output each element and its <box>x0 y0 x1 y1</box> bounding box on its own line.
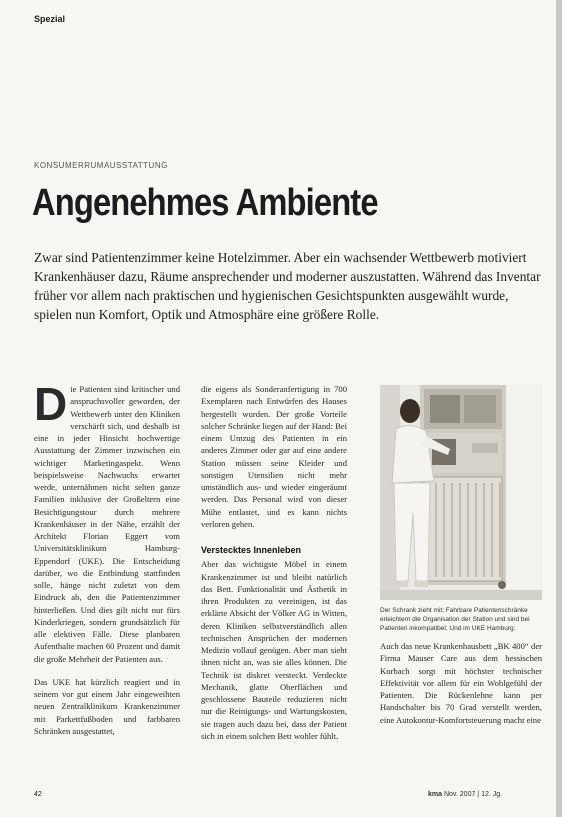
paragraph: Auch das neue Krankenhausbett „BK 400“ der Firma Mauser Care aus dem hessischen Korbach sorgt mit höchster technischer Effektivität vor allem für ein Wohlgefühl der Patienten. Die Rückenlehne kann per Handschalter bis 70 Grad verstellt werden, eine Autokontur-Komfortsteuerung macht eine <box>380 641 542 725</box>
article-lead: Zwar sind Patientenzimmer keine Hotelzimmer. Aber ein wachsender Wettbewerb motiviert Krankenhäuser dazu, Räume ansprechender und moderner auszustatten. Während das Inventar früher vor allem nach praktischen und hygienischen Gesichtspunkten ausgewählt wurde, spielen nun Komfort, Optik und Atmosphäre eine größere Rolle. <box>34 250 541 322</box>
nurse-at-wardrobe-photo <box>380 385 542 600</box>
paragraph: die eigens als Sonderanfertigung in 700 Exemplaren nach Entwürfen des Hauses hergestellt wurden. Der große Vorteile solcher Schränke liegen auf der Hand: Bei einem Umzug des Patienten in ein anderes Zimmer oder gar auf eine andere Station müssen seine Kleider und sonstigen Utensilien nicht mehr umständlich aus- und wieder eingeräumt werden. Das Personal wird von dieser Mühe entlastet, und es kann nichts verloren gehen. <box>201 384 347 529</box>
text-column-1 <box>34 378 180 737</box>
photo-caption: Der Schrank zieht mit: Fahrbare Patientenschränke erleichtern die Organisation der Station und sind bei Patienten inkompatibel. Und im UKE Hamburg. <box>380 607 530 632</box>
page-edge-shadow <box>556 0 562 817</box>
paragraph: ie Patienten sind kritischer und anspruchsvoller geworden, der Wettbewerb unter den Kliniken verschärft sich, und deshalb ist eine in jeder Hinsicht hochwertige Ausstattung der Zimmer inzwischen ein wichtiger Marketingaspekt. Wenn beispielsweise Nachwuchs erwartet werde, unternähmen nicht selten ganze Familien inklusive der Großeltern eine Besichtigungstour durch mehrere Krankenhäuser in der Nähe, erzählt der Architekt Florian Eggert vom Universitätsklinikum Hamburg-Eppendorf (UKE). Die Entscheidung darüber, wo die Entbindung stattfinden solle, hänge nicht zuletzt von dem Eindruck ab, den die Patientenzimmer hinterließen. Und dies gilt nicht nur fürs Kinderkriegen, sondern grundsätzlich für alle elektiven Fälle. Diese planbaren Aufenthalte machen 60 Prozent und damit die große Mehrheit der Patienten aus. <box>34 384 180 664</box>
folio <box>428 791 502 798</box>
article-kicker: KONSUMERRUMAUSSTATTUNG <box>34 161 168 170</box>
issue-info: Nov. 2007 | 12. Jg. <box>443 791 503 798</box>
magazine-name: kma <box>428 791 443 798</box>
paragraph: Aber das wichtigste Möbel in einem Krankenzimmer ist und bleibt natürlich das Bett. Funktionalität und Ästhetik in ihren Produkten zu vereinigen, ist das erklärte Absicht der Völker AG in Witten, deren Kliniken selbstverständlich allen technischen Ansprüchen der modernen Medizin vollauf genügen. Aber man sieht ihnen nicht an, was sie alles können. Die Technik ist diskret versteckt. Verdeckte Mechanik, glatte Oberflächen und geschlossene Bauteile reduzieren nicht nur die Reinigungs- und Wartungskosten, sie tragen auch dazu bei, dass der Patient sich in einem solchen Bett wohler fühlt. <box>201 559 347 741</box>
text-column-3 <box>380 640 542 726</box>
paragraph: Das UKE hat kürzlich reagiert und in seinem vor gut einem Jahr eingeweihten neuen Zentralklinikum Krankenzimmer mit Parkettfußboden und farbbaren Schränken ausgestattet, <box>34 676 180 736</box>
article-headline: Angenehmes Ambiente <box>32 182 378 224</box>
text-column-2 <box>201 383 347 742</box>
page-number: 42 <box>34 791 42 798</box>
article-photo <box>380 385 542 600</box>
drop-cap: D <box>34 378 68 430</box>
section-label: Spezial <box>34 14 66 24</box>
subheading: Verstecktes Innenleben <box>201 545 302 555</box>
